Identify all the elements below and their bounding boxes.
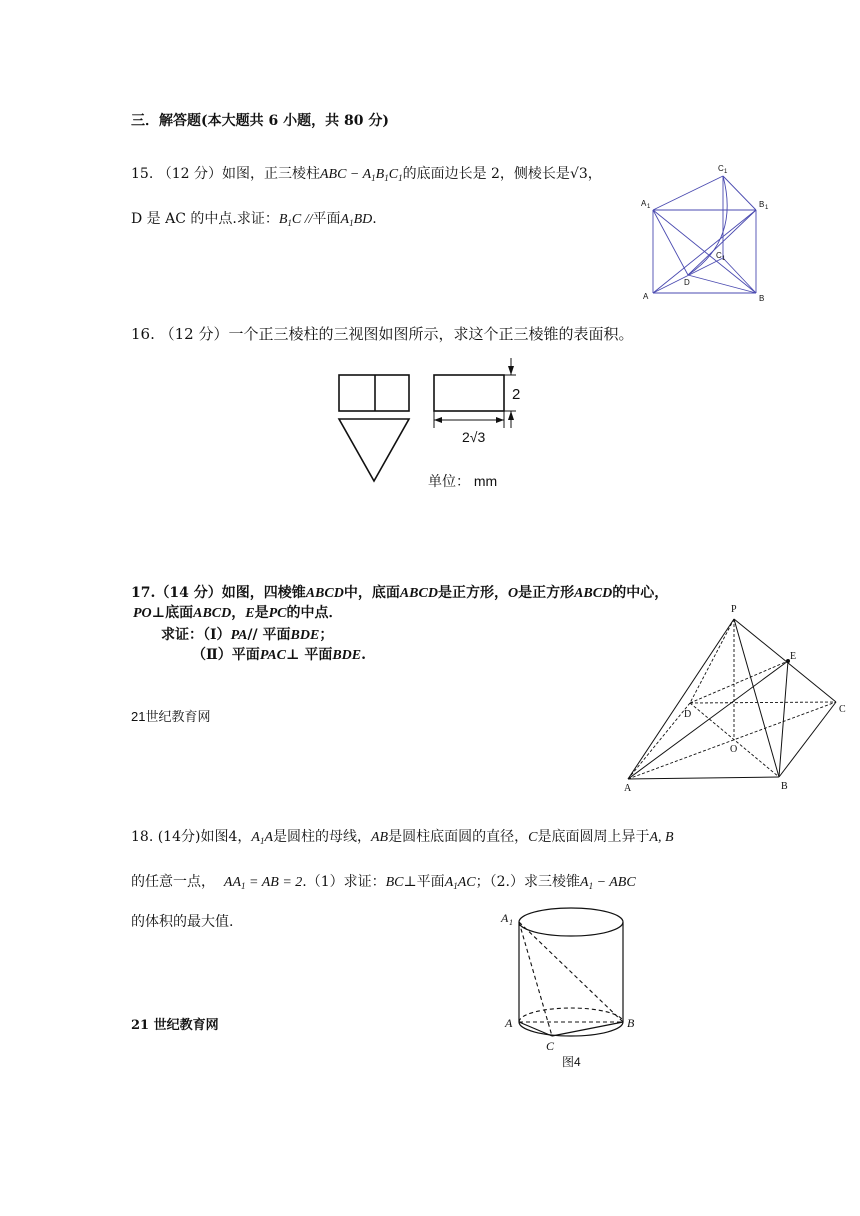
q17-line2-c: 是 — [254, 605, 269, 621]
q18-line2-c: ⊥平面 — [403, 874, 445, 890]
q17-line3-b: // 平面 — [247, 627, 291, 643]
q15-text1: 的底面边长是 2，侧棱长是 — [402, 166, 570, 182]
q18-line2-d: ；（2.）求三棱锥 — [475, 874, 580, 890]
q18-line1-a: 18. (14分)如图4， — [131, 829, 252, 845]
q18-a-b: A, B — [649, 830, 674, 845]
q18-label-c: C — [546, 1039, 555, 1053]
q17-line3-c: ； — [319, 627, 334, 643]
q18-label-a1: A — [501, 911, 509, 925]
q16-dim-height: 2 — [512, 386, 521, 403]
q18-a1a: $A_1A$ — [251, 830, 273, 846]
q18-label-a1-sub: 1 — [509, 918, 513, 927]
q18-c: C — [528, 830, 538, 845]
q17-line2-d: 的中点． — [286, 605, 343, 621]
q17-pc: PC — [268, 606, 287, 621]
q17-line3-a: 求证：（Ⅰ） — [161, 627, 231, 643]
q15-label-b1-sub: 1 — [765, 205, 769, 211]
q15-prism-name: ABC − $A_1B_1C_1$ — [319, 167, 403, 183]
q18-line1-c: 是圆柱底面圆的直径， — [388, 829, 529, 845]
q17-label-b: B — [781, 781, 788, 792]
q17-line4-b: ⊥ 平面 — [286, 647, 333, 663]
q17-pa: PA — [230, 628, 248, 643]
q18-ab: AB — [371, 830, 389, 845]
q17-abcd-3: ABCD — [574, 586, 613, 601]
q18-line1-d: 是底面圆周上异于 — [537, 829, 650, 845]
q18-bc: BC — [385, 875, 404, 890]
q18-caption: 图4 — [562, 1055, 581, 1069]
q17-line1-e: 的中心， — [612, 585, 669, 601]
q18-label-b: B — [627, 1016, 635, 1030]
q17-line1-c: 是正方形， — [437, 585, 508, 601]
q17-line2-b: ， — [231, 605, 246, 621]
q18-line3: 的体积的最大值. — [131, 914, 234, 930]
q16-unit: 单位： mm — [428, 473, 498, 489]
q17-label-c: C — [839, 704, 846, 715]
q17-line1-a: 17.（14 分）如图，四棱锥 — [131, 585, 306, 601]
q17-label-d: D — [684, 709, 692, 720]
q17-po: PO — [133, 606, 152, 621]
q17-label-e: E — [790, 651, 797, 662]
q17-pac: PAC — [259, 648, 287, 663]
q15-comma: ， — [587, 166, 602, 182]
q15-label-a1: A — [641, 199, 647, 208]
q17-label-p: P — [731, 604, 737, 615]
section-title: 三．解答题(本大题共 6 小题，共 80 分) — [131, 113, 389, 129]
q18-a1ac: $A_1AC$ — [444, 875, 476, 891]
q15-plane: 平面 — [312, 211, 341, 227]
q18-line2-b: .（1）求证： — [302, 874, 386, 890]
q17-line4-a: （Ⅱ）平面 — [192, 647, 260, 663]
q15-sqrt: √3 — [569, 166, 588, 182]
q15-label-b1: B — [759, 200, 765, 209]
q15-label-d: D — [684, 278, 690, 287]
q17-o: O — [507, 586, 519, 601]
q18-label-a: A — [505, 1016, 513, 1030]
q17-bde-1: BDE — [290, 628, 320, 643]
q15-number: 15. — [131, 166, 154, 182]
q15-label-c1: C — [718, 164, 724, 173]
q17-line1-b: 中，底面 — [343, 585, 400, 601]
q15-period: . — [372, 211, 377, 227]
q15-line2-text: D 是 AC 的中点.求证： — [131, 211, 279, 227]
q15-b1c: $B_1C$ // — [278, 212, 313, 228]
q18-eq: $AA_1$ = AB = 2 — [223, 875, 303, 891]
q17-abcd-4: ABCD — [193, 606, 232, 621]
q17-line4-c: . — [361, 647, 367, 663]
q15-a1bd: $A_1BD$ — [340, 212, 373, 228]
q17-label-a: A — [624, 783, 632, 794]
q15-label-b: B — [759, 294, 765, 303]
q15-label-c1-sub: 1 — [724, 169, 728, 175]
q18-line2-a: 的任意一点， — [131, 874, 215, 890]
q16-dim-width: 2√3 — [462, 429, 486, 445]
q17-abcd-1: ABCD — [305, 586, 344, 601]
q18-watermark: 21 世纪教育网 — [131, 1018, 219, 1033]
q15-label-a: A — [643, 292, 649, 301]
q17-line1-d: 是正方形 — [518, 585, 575, 601]
q16-text: 16. （12 分）一个正三棱柱的三视图如图所示，求这个正三棱锥的表面积。 — [131, 325, 634, 343]
q17-e: E — [245, 606, 255, 621]
q17-label-o: O — [730, 744, 738, 755]
q17-watermark: 21世纪教育网 — [131, 709, 211, 724]
q17-bde-2: BDE — [332, 648, 362, 663]
q15-score: （12 分）如图，正三棱柱 — [157, 166, 320, 182]
q15-label-cx-sub: 1 — [722, 256, 726, 262]
q17-abcd-2: ABCD — [399, 586, 438, 601]
q17-line2-a: ⊥底面 — [151, 605, 194, 621]
q18-a1abc: $A_1$ − ABC — [580, 875, 636, 891]
q18-line1-b: 是圆柱的母线， — [273, 829, 371, 845]
q15-label-cx: C — [716, 251, 722, 260]
q15-label-a1-sub: 1 — [647, 204, 651, 210]
